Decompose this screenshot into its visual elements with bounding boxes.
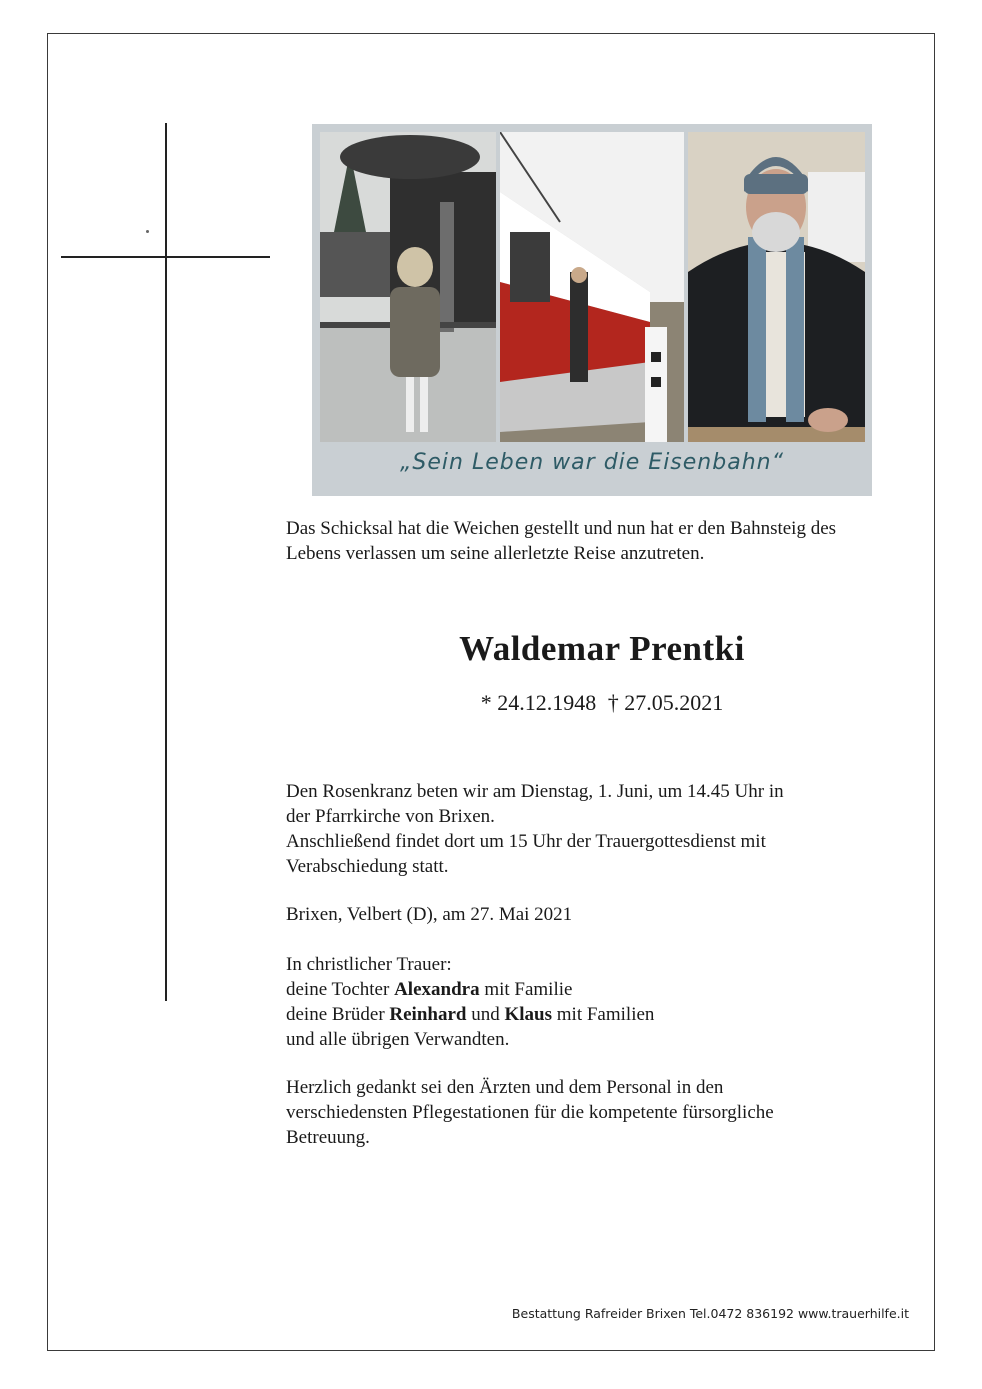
service-line: Verabschiedung statt. <box>286 856 449 877</box>
death-date: † 27.05.2021 <box>607 690 724 715</box>
cross-vertical-beam <box>165 123 167 1001</box>
funeral-home-footer: Bestattung Rafreider Brixen Tel.0472 836192 www.trauerhilfe.it <box>511 1306 909 1321</box>
thanks-line: Herzlich gedankt sei den Ärzten und dem Personal in den <box>286 1077 724 1098</box>
service-announcement <box>286 779 886 879</box>
service-line: Den Rosenkranz beten wir am Dienstag, 1. Juni, um 14.45 Uhr in <box>286 781 784 802</box>
cross-horizontal-beam <box>61 256 270 258</box>
daughter-name: Alexandra <box>394 979 480 1000</box>
intro-line: Das Schicksal hat die Weichen gestellt und nun hat er den Bahnsteig des <box>286 518 837 539</box>
mourners-heading: In christlicher Trauer: <box>286 954 452 975</box>
deceased-name: Waldemar Prentki <box>459 629 745 668</box>
photo-child-steam-train <box>320 132 496 442</box>
text-fragment: mit Familie <box>479 979 573 1000</box>
intro-text <box>286 516 911 566</box>
mourners-list <box>286 952 654 1052</box>
photo-man-with-cap <box>688 132 865 442</box>
thanks-text <box>286 1075 886 1150</box>
intro-line: Lebens verlassen um seine allerletzte Reise anzutreten. <box>286 543 705 564</box>
photo-tram <box>500 132 684 442</box>
text-fragment: mit Familien <box>552 1004 655 1025</box>
thanks-line: Betreuung. <box>286 1127 370 1148</box>
life-dates <box>286 690 918 716</box>
mourner-brothers <box>286 1002 654 1027</box>
birth-date: * 24.12.1948 <box>480 690 597 715</box>
photo-collage <box>312 124 872 496</box>
service-line: Anschließend findet dort um 15 Uhr der Trauergottesdienst mit <box>286 831 766 852</box>
brother-name: Reinhard <box>389 1004 467 1025</box>
photo-caption: „Sein Leben war die Eisenbahn“ <box>400 450 784 475</box>
mourner-others: und alle übrigen Verwandten. <box>286 1029 510 1050</box>
brother-name: Klaus <box>504 1004 553 1025</box>
service-line: der Pfarrkirche von Brixen. <box>286 806 495 827</box>
mourner-daughter <box>286 977 654 1002</box>
speck <box>146 230 149 233</box>
text-fragment: deine Tochter <box>286 979 395 1000</box>
text-fragment: deine Brüder <box>286 1004 390 1025</box>
thanks-line: verschiedensten Pflegestationen für die kompetente fürsorgliche <box>286 1102 774 1123</box>
place-and-date: Brixen, Velbert (D), am 27. Mai 2021 <box>286 904 573 925</box>
text-fragment: und <box>466 1004 505 1025</box>
